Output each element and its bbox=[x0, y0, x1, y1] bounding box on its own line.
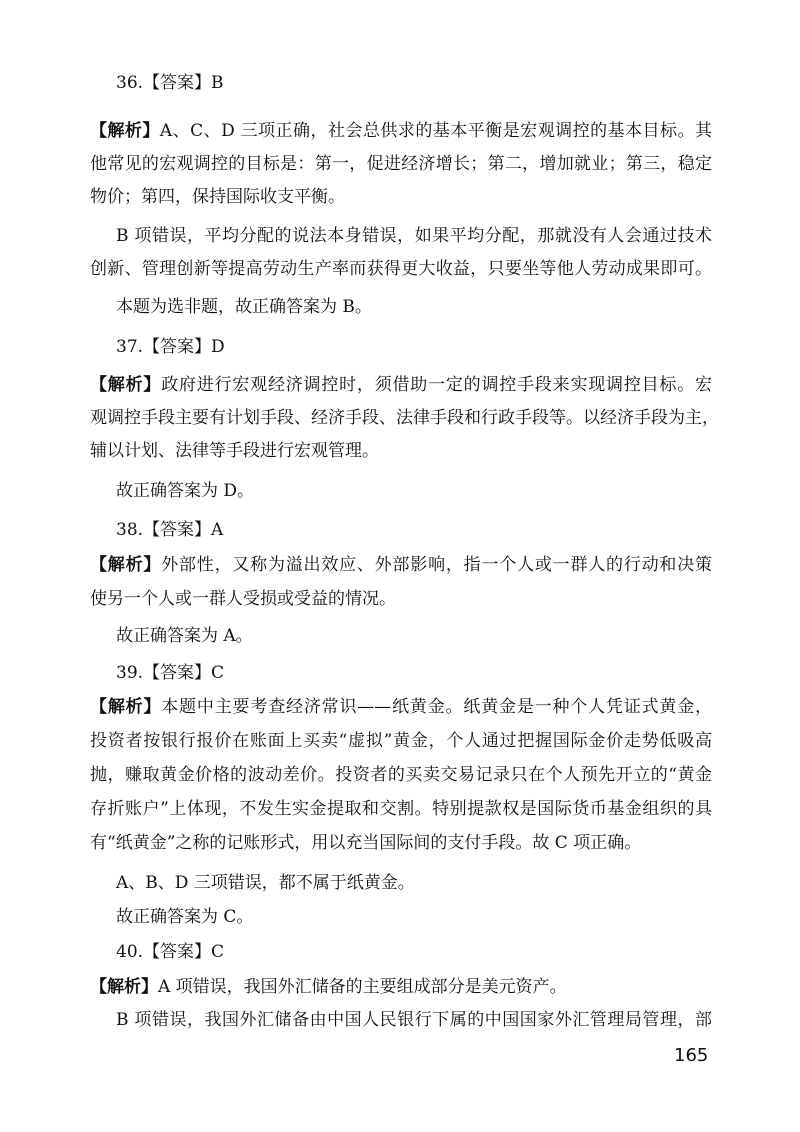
analysis-line: 使另一个人或一群人受损或受益的情况。 bbox=[90, 589, 396, 609]
analysis-line: 【解析】本题中主要考查经济常识——纸黄金。纸黄金是一种个人凭证式黄金， bbox=[90, 697, 713, 717]
analysis-line: 【解析】A、C、D 三项正确，社会总供求的基本平衡是宏观调控的基本目标。其 bbox=[90, 121, 712, 141]
answer-heading: 38.【答案】A bbox=[116, 520, 224, 540]
analysis-line: 【解析】A 项错误，我国外汇储备的主要组成部分是美元资产。 bbox=[90, 977, 567, 997]
conclusion-line: 故正确答案为 D。 bbox=[116, 481, 255, 501]
answer-heading: 37.【答案】D bbox=[116, 337, 225, 357]
answer-heading: 39.【答案】C bbox=[116, 663, 225, 683]
answer-heading: 40.【答案】C bbox=[116, 942, 225, 962]
analysis-line: 存折账户”上体现，不发生实金提取和交割。特别提款权是国际货币基金组织的具 bbox=[90, 799, 712, 819]
conclusion-line: 故正确答案为 A。 bbox=[116, 626, 253, 646]
page-number: 165 bbox=[674, 1045, 709, 1066]
analysis-line: B 项错误，平均分配的说法本身错误，如果平均分配，那就没有人会通过技术 bbox=[116, 226, 712, 246]
analysis-line: 【解析】政府进行宏观经济调控时，须借助一定的调控手段来实现调控目标。宏 bbox=[90, 375, 713, 395]
analysis-line: 投资者按银行报价在账面上买卖“虚拟”黄金，个人通过把握国际金价走势低吸高 bbox=[90, 731, 712, 751]
conclusion-line: 故正确答案为 C。 bbox=[116, 907, 254, 927]
analysis-line: 创新、管理创新等提高劳动生产率而获得更大收益，只要坐等他人劳动成果即可。 bbox=[90, 259, 712, 279]
analysis-line: B 项错误，我国外汇储备由中国人民银行下属的中国国家外汇管理局管理，部 bbox=[116, 1010, 712, 1030]
analysis-line: 辅以计划、法律等手段进行宏观管理。 bbox=[90, 441, 379, 461]
answer-heading: 36.【答案】B bbox=[116, 73, 224, 93]
analysis-line: 观调控手段主要有计划手段、经济手段、法律手段和行政手段等。以经济手段为主， bbox=[90, 408, 719, 428]
analysis-line: A、B、D 三项错误，都不属于纸黄金。 bbox=[116, 873, 415, 893]
analysis-line: 物价；第四，保持国际收支平衡。 bbox=[90, 187, 345, 207]
analysis-line: 他常见的宏观调控的目标是：第一，促进经济增长；第二，增加就业；第三，稳定 bbox=[90, 154, 712, 174]
conclusion-line: 本题为选非题，故正确答案为 B。 bbox=[116, 297, 372, 317]
analysis-line: 【解析】外部性，又称为溢出效应、外部影响，指一个人或一群人的行动和决策 bbox=[90, 555, 713, 575]
analysis-line: 有“纸黄金”之称的记账形式，用以充当国际间的支付手段。故 C 项正确。 bbox=[90, 833, 642, 853]
analysis-line: 抛，赚取黄金价格的波动差价。投资者的买卖交易记录只在个人预先开立的“黄金 bbox=[90, 765, 712, 785]
